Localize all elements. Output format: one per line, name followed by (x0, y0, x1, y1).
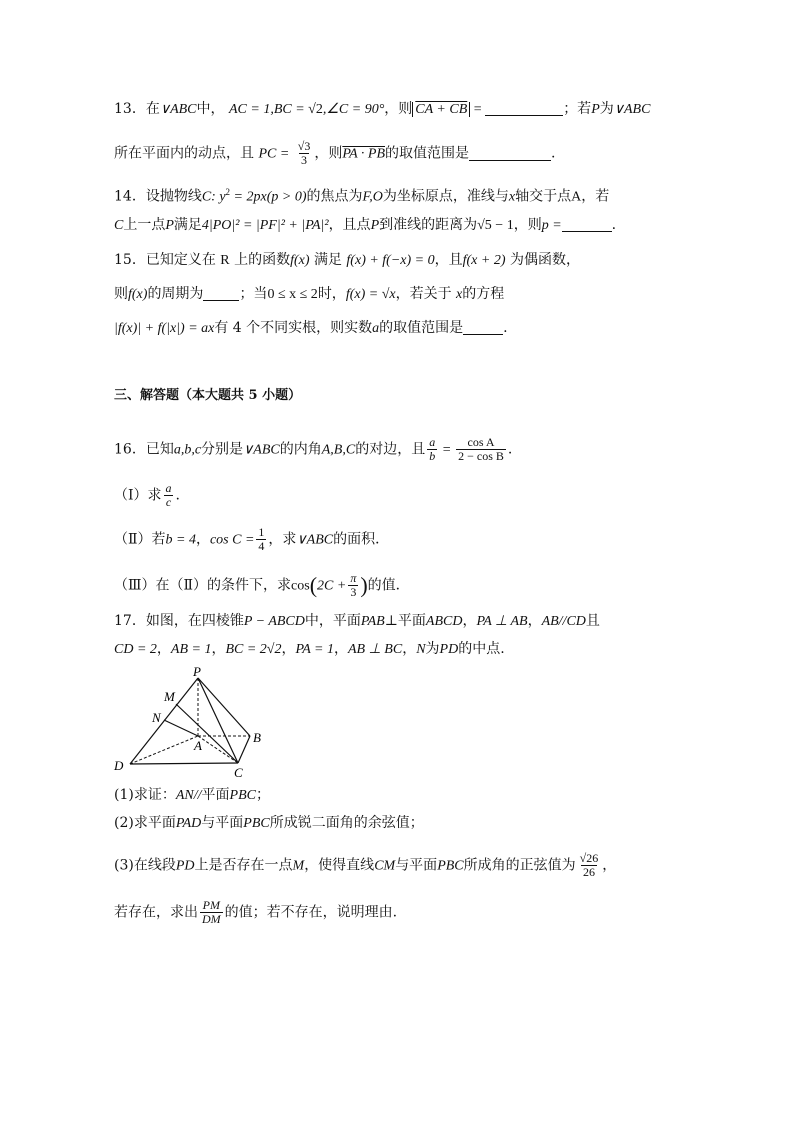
q17-sub2: (2)求平面PAD与平面PBC所成锐二面角的余弦值； (114, 815, 424, 831)
edge-DC (130, 763, 238, 764)
edge-PC (198, 678, 238, 763)
edge-PB (198, 678, 250, 736)
q16-part1: （Ⅰ）求 $\frac{a}{c}$ . (114, 481, 180, 509)
fraction-PM-DM: $\frac{PM}{DM}$ (202, 898, 221, 926)
fraction-a-c: $\frac{a}{c}$ (165, 481, 172, 509)
section-heading: 三、解答题（本大题共 5 小题） (114, 388, 302, 403)
answer-blank (485, 101, 563, 116)
q15-line3: |f(x)| + f(|x|) = ax有 4 个不同实根，则实数a的取值范围是 . (114, 320, 508, 336)
q17-sub1: (1)求证：AN//平面PBC； (114, 787, 270, 803)
fraction-quarter: $\frac{1}{4}$ (258, 525, 265, 553)
q14-line2: C上一点P满足4|PO|² = |PF|² + |PA|²，且点P到准线的距离为√5 − 1，则p = . (114, 217, 617, 233)
answer-blank (469, 146, 551, 161)
fraction-a-b: $\frac{a}{b}$ (429, 435, 436, 463)
label-P: P (193, 664, 201, 679)
answer-blank (463, 320, 503, 335)
edge-DA (130, 736, 198, 764)
label-D: D (114, 758, 124, 773)
paren-right: ) (360, 572, 368, 598)
q17-line1: 17．如图，在四棱锥P − ABCD中，平面PAB⊥平面ABCD，PA ⊥ AB，AB//CD且 (114, 613, 600, 629)
answer-blank (203, 286, 239, 301)
pyramid-figure (108, 664, 288, 784)
q14-line1: 14．设抛物线C: $y^2 = 2px(p > 0)$的焦点为F,O为坐标原点，准线与x轴交于点A，若 (114, 187, 610, 205)
answer-blank (562, 217, 612, 232)
vector-sum-abs: CA + CB (412, 102, 470, 117)
q15-line1: 15．已知定义在 R 上的函数f(x) 满足 f(x) + f(−x) = 0，且f(x + 2) 为偶函数， (114, 252, 580, 268)
label-N: N (152, 710, 161, 725)
q16-part3: （Ⅲ）在（Ⅱ）的条件下，求cos(2C + $\frac{\pi}{3}$ )的值． (114, 571, 410, 599)
q17-sub3-line2: 若存在，求出 $\frac{PM}{DM}$ 的值；若不存在，说明理由. (114, 898, 398, 926)
label-B: B (253, 730, 261, 745)
q17-line2: CD = 2，AB = 1，BC = 2√2，PA = 1，AB ⊥ BC，N为PD的中点. (114, 641, 505, 657)
fraction-pi-3: $\frac{\pi}{3}$ (350, 571, 357, 599)
label-C: C (234, 765, 243, 780)
q15-line2: 则f(x)的周期为 ；当0 ≤ x ≤ 2时，f(x) = √x，若关于 x的方程 (114, 286, 505, 302)
q16-line1: 16．已知a,b,c分别是∨ABC的内角A,B,C的对边，且 $\frac{a}{b}$ = $\frac{\text{cos A}}{\text{2 − cos B}}$ . (114, 435, 513, 463)
q16-part2: （Ⅱ）若b = 4，cos C = $\frac{1}{4}$ ，求∨ABC的面积． (114, 525, 390, 553)
q13-line1: 13．在∨ABC中， AC = 1,BC = √2,∠C = 90°，则 CA + CB = ；若P为∨ABC (114, 101, 651, 117)
fraction-cos: $\frac{\text{cos A}}{\text{2 − cos B}}$ (458, 435, 504, 463)
fraction-sqrt26: $\frac{√26}{26}$ (579, 851, 599, 879)
edge-CB (238, 736, 250, 763)
edge-NA (164, 720, 198, 736)
paren-left: ( (309, 572, 318, 598)
fraction: $\frac{√3}{3}$ (297, 139, 311, 167)
label-M: M (164, 689, 175, 704)
q13-line2: 所在平面内的动点，且 PC = $\frac{√3}{3}$ ，则PA · PB的取值范围是 . (114, 139, 556, 167)
q17-sub3: (3)在线段PD上是否存在一点M，使得直线CM与平面PBC所成角的正弦值为 $\frac{√26}{26}$ ， (114, 851, 617, 879)
label-A: A (194, 738, 202, 753)
